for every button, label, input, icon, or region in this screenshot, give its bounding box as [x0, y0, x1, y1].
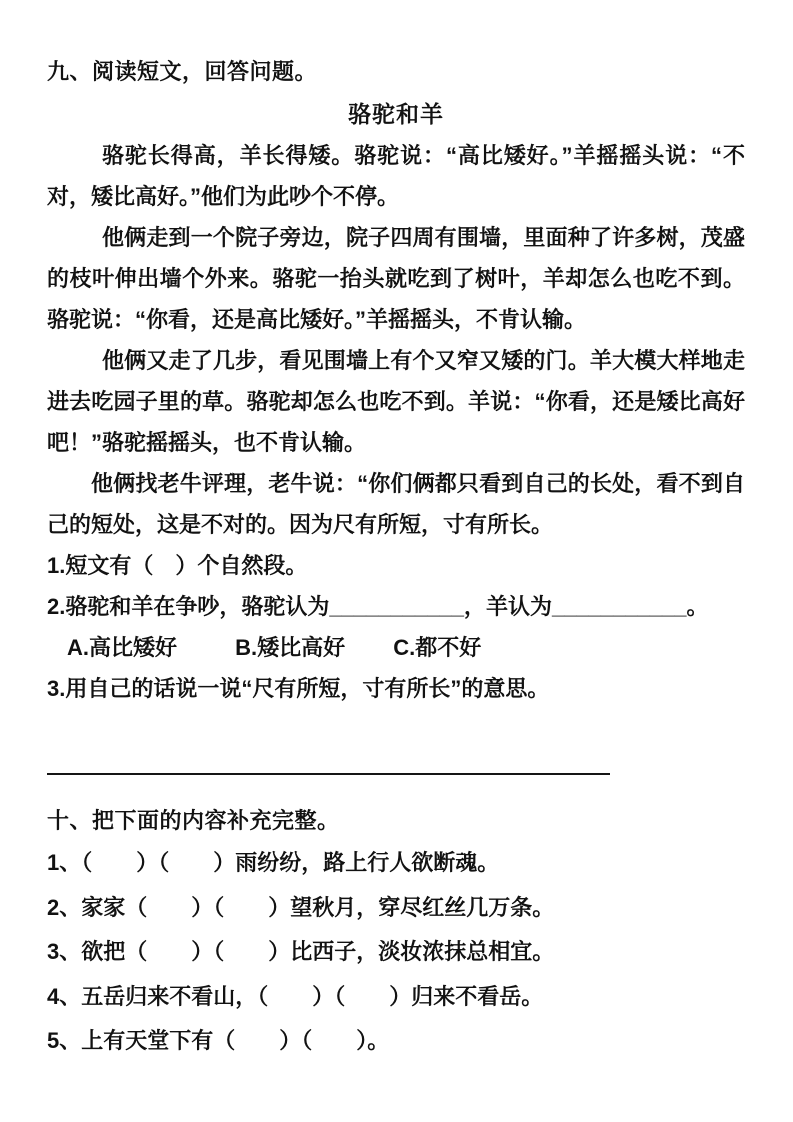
option-a: A.高比矮好: [67, 635, 178, 660]
completion-item-5: 5、上有天堂下有（ ）（ ）。: [47, 1028, 390, 1053]
passage-paragraph-3: 他俩又走了几步，看见围墙上有个又窄又矮的门。羊大模大样地走进去吃园子里的草。骆驼却怎么也吃不到。羊说：“你看，还是矮比高好吧！”骆驼摇摇头，也不肯认输。: [47, 348, 745, 455]
completion-list: [47, 841, 745, 1064]
answer-blank-line: [47, 773, 610, 775]
question-2: 2.骆驼和羊在争吵，骆驼认为___________，羊认为___________。: [47, 594, 709, 619]
completion-item-4: 4、五岳归来不看山，（ ）（ ）归来不看岳。: [47, 983, 544, 1009]
completion-item-2: 2、家家（ ）（ ）望秋月，穿尽红丝几万条。: [47, 894, 555, 920]
question-1: 1.短文有（ ）个自然段。: [47, 553, 308, 578]
section9-heading: 九、阅读短文，回答问题。: [47, 59, 318, 84]
option-c: C.都不好: [393, 635, 482, 660]
passage-paragraph-1: 骆驼长得高，羊长得矮。骆驼说：“高比矮好。”羊摇摇头说：“不对，矮比高好。”他们为此吵个不停。: [47, 143, 745, 209]
completion-item-3: 3、欲把（ ）（ ）比西子，淡妆浓抹总相宜。: [47, 939, 555, 964]
question-2-options: [47, 627, 745, 668]
section10-heading: 十、把下面的内容补充完整。: [47, 808, 340, 833]
passage-title: 骆驼和羊: [348, 101, 444, 127]
option-b: B.矮比高好: [235, 635, 346, 660]
completion-item-1: 1、（ ）（ ）雨纷纷，路上行人欲断魂。: [47, 850, 500, 875]
question-3: 3.用自己的话说一说“尺有所短，寸有所长”的意思。: [47, 676, 550, 701]
passage-paragraph-2: 他俩走到一个院子旁边，院子四周有围墙，里面种了许多树，茂盛的枝叶伸出墙个外来。骆驼一抬头就吃到了树叶，羊却怎么也吃不到。骆驼说：“你看，还是高比矮好。”羊摇摇头，不肯认输。: [47, 225, 745, 332]
reading-passage: [47, 135, 745, 545]
passage-paragraph-4: 他俩找老牛评理，老牛说：“你们俩都只看到自己的长处，看不到自己的短处，这是不对的。因为尺有所短，寸有所长。: [47, 471, 745, 537]
section9-questions: [47, 545, 745, 709]
